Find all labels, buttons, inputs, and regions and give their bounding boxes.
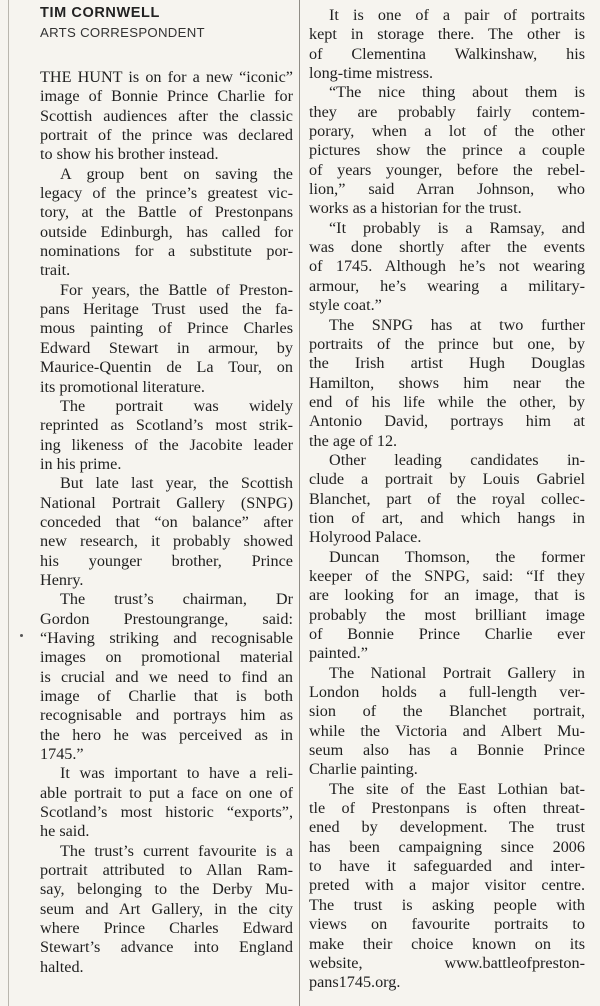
text-line: trait. <box>40 261 71 280</box>
text-line: image of Charlie that is both <box>40 687 293 705</box>
text-line: reprinted as Scotland’s most strik- <box>40 416 293 435</box>
text-line: Henry. <box>40 570 84 589</box>
text-line: to have it safeguarded and inter- <box>309 857 585 876</box>
article-paragraph <box>40 474 293 590</box>
text-line: make their choice known on its <box>309 934 585 953</box>
article-paragraph <box>309 780 585 993</box>
text-line: probably the most brilliant image <box>309 605 585 624</box>
text-line: portrait attributed to Allan Ram- <box>40 861 293 880</box>
article-paragraph <box>40 397 293 474</box>
text-line: keeper of the SNPG, said: “If they <box>309 566 585 585</box>
text-line: sion of the Blanchet portrait, <box>309 702 585 721</box>
text-line: Other leading candidates in- <box>329 450 585 469</box>
article-body-left <box>40 68 293 977</box>
text-line: Blanchet, part of the royal collec- <box>309 489 585 508</box>
article-paragraph <box>40 842 293 977</box>
text-line: The SNPG has at two further <box>329 315 585 334</box>
article-paragraph <box>40 68 293 165</box>
text-line: It was important to have a reli- <box>60 764 293 783</box>
text-line: images on promotional material <box>40 648 293 667</box>
text-line: conceded that “on balance” after <box>40 512 293 531</box>
text-line: he said. <box>40 822 90 841</box>
text-line: views on favourite portraits to <box>309 915 585 934</box>
text-line: porary, when a lot of the other <box>309 122 585 141</box>
text-line: lion,” said Arran Johnson, who <box>309 180 585 199</box>
text-line: in his prime. <box>40 454 122 473</box>
text-line: kept in storage there. The other is <box>309 25 585 44</box>
text-line: But late last year, the Scottish <box>60 474 293 493</box>
text-line: his younger brother, Prince <box>40 551 293 570</box>
text-line: 1745.” <box>40 745 84 764</box>
article-paragraph <box>40 165 293 281</box>
article-paragraph <box>309 451 585 548</box>
article-body-right <box>309 6 585 993</box>
text-line: works as a historian for the trust. <box>309 199 522 218</box>
text-line: of Clementina Walkinshaw, his <box>309 44 585 63</box>
text-line: its promotional literature. <box>40 377 205 396</box>
text-line: recognisable and portrays him as <box>40 706 293 725</box>
text-line: Duncan Thomson, the former <box>329 547 585 566</box>
article-paragraph <box>40 281 293 397</box>
text-line: the Irish artist Hugh Douglas <box>309 354 585 373</box>
text-line: pictures show the prince a couple <box>309 141 585 160</box>
text-line: Antonio David, portrays him at <box>309 412 585 431</box>
text-line: of years younger, before the rebel- <box>309 160 585 179</box>
article-column-left <box>40 0 293 977</box>
text-line: seum and Art Gallery, in the city <box>40 899 293 918</box>
text-line: image of Bonnie Prince Charlie for <box>40 87 293 106</box>
article-paragraph <box>309 664 585 780</box>
text-line: preted with a major visitor centre. <box>309 876 585 895</box>
text-line: National Portrait Gallery (SNPG) <box>40 493 293 512</box>
byline-author: TIM CORNWELL <box>40 5 160 21</box>
text-line: while the Victoria and Albert Mu- <box>309 721 585 740</box>
text-line: to show his brother instead. <box>40 145 219 164</box>
article-paragraph <box>40 764 293 841</box>
text-line: legacy of the prince’s greatest vic- <box>40 184 293 203</box>
text-line: London holds a full-length ver- <box>309 683 585 702</box>
text-line: pans Heritage Trust used the fa- <box>40 300 293 319</box>
text-line: Stewart’s advance into England <box>40 938 293 957</box>
article-paragraph <box>309 219 585 316</box>
text-line: The trust’s current favourite is a <box>60 841 293 860</box>
text-line: end of his life while the other, by <box>309 392 585 411</box>
article-paragraph <box>309 6 585 83</box>
text-line: Holyrood Palace. <box>309 528 422 547</box>
text-line: where Prince Charles Edward <box>40 919 293 938</box>
text-line: For years, the Battle of Preston- <box>60 280 293 299</box>
text-line: clude a portrait by Louis Gabriel <box>309 470 585 489</box>
byline-role: ARTS CORRESPONDENT <box>40 25 205 40</box>
text-line: Charlie painting. <box>309 760 418 779</box>
text-line: of 1745. Although he’s not wearing <box>309 257 585 276</box>
text-line: they are probably fairly contem- <box>309 102 585 121</box>
text-line: new research, it probably showed <box>40 532 293 551</box>
text-line: The National Portrait Gallery in <box>329 663 585 682</box>
text-line: Gordon Prestoungrange, said: <box>40 609 293 628</box>
text-line: is crucial and we need to find an <box>40 667 293 686</box>
article-paragraph <box>309 316 585 451</box>
text-line: Scottish audiences after the classic <box>40 106 293 125</box>
text-line: Hamilton, shows him near the <box>309 373 585 392</box>
text-line: able portrait to put a face on one of <box>40 783 293 802</box>
text-line: A group bent on saving the <box>60 164 293 183</box>
text-line: The site of the East Lothian bat- <box>329 779 585 798</box>
text-line: pans1745.org. <box>309 973 401 992</box>
text-line: armour, he’s wearing a military- <box>309 276 585 295</box>
column-divider <box>299 0 300 1006</box>
text-line: long-time mistress. <box>309 64 434 83</box>
text-line: are looking for an image, that is <box>309 586 585 605</box>
clipping-edge-rule <box>8 0 9 1006</box>
text-line: “It probably is a Ramsay, and <box>329 218 585 237</box>
article-paragraph <box>40 590 293 764</box>
text-line: The portrait was widely <box>60 396 293 415</box>
article-paragraph <box>309 548 585 664</box>
text-line: of Bonnie Prince Charlie ever <box>309 625 585 643</box>
text-line: the hero he was perceived as in <box>40 725 293 744</box>
text-line: painted.” <box>309 644 368 663</box>
text-line: halted. <box>40 957 84 976</box>
text-line: Scotland’s most historic “exports”, <box>40 803 293 822</box>
text-line: tory, at the Battle of Prestonpans <box>40 203 293 222</box>
text-line: nominations for a substitute por- <box>40 242 293 261</box>
text-line: the age of 12. <box>309 431 398 450</box>
text-line: mous painting of Prince Charles <box>40 319 293 338</box>
text-line: Edward Stewart in armour, by <box>40 338 293 357</box>
text-line: has been campaigning since 2006 <box>309 837 585 856</box>
text-line: tle of Prestonpans is often threat- <box>309 799 585 818</box>
text-line: It is one of a pair of portraits <box>329 6 585 24</box>
byline <box>40 4 293 42</box>
text-line: Maurice-Quentin de La Tour, on <box>40 358 293 377</box>
text-line: portraits of the prince but one, by <box>309 334 585 353</box>
text-line: The trust is asking people with <box>309 895 585 914</box>
text-line: ing likeness of the Jacobite leader <box>40 435 293 454</box>
text-line: say, belonging to the Derby Mu- <box>40 880 293 899</box>
text-line: website, www.battleofpreston- <box>309 953 585 972</box>
text-line: portrait of the prince was declared <box>40 126 293 145</box>
text-line: seum also has a Bonnie Prince <box>309 741 585 760</box>
text-line: ened by development. The trust <box>309 818 585 837</box>
margin-mark <box>20 634 23 637</box>
text-line: “Having striking and recognisable <box>40 628 293 647</box>
text-line: style coat.” <box>309 296 382 315</box>
text-line: was done shortly after the events <box>309 238 585 257</box>
text-line: tion of art, and which hangs in <box>309 508 585 527</box>
article-column-right <box>309 0 585 993</box>
text-line: THE HUNT is on for a new “iconic” <box>40 68 293 86</box>
article-paragraph <box>309 83 585 218</box>
text-line: outside Edinburgh, has called for <box>40 222 293 241</box>
text-line: The trust’s chairman, Dr <box>60 590 293 609</box>
text-line: “The nice thing about them is <box>329 83 585 102</box>
